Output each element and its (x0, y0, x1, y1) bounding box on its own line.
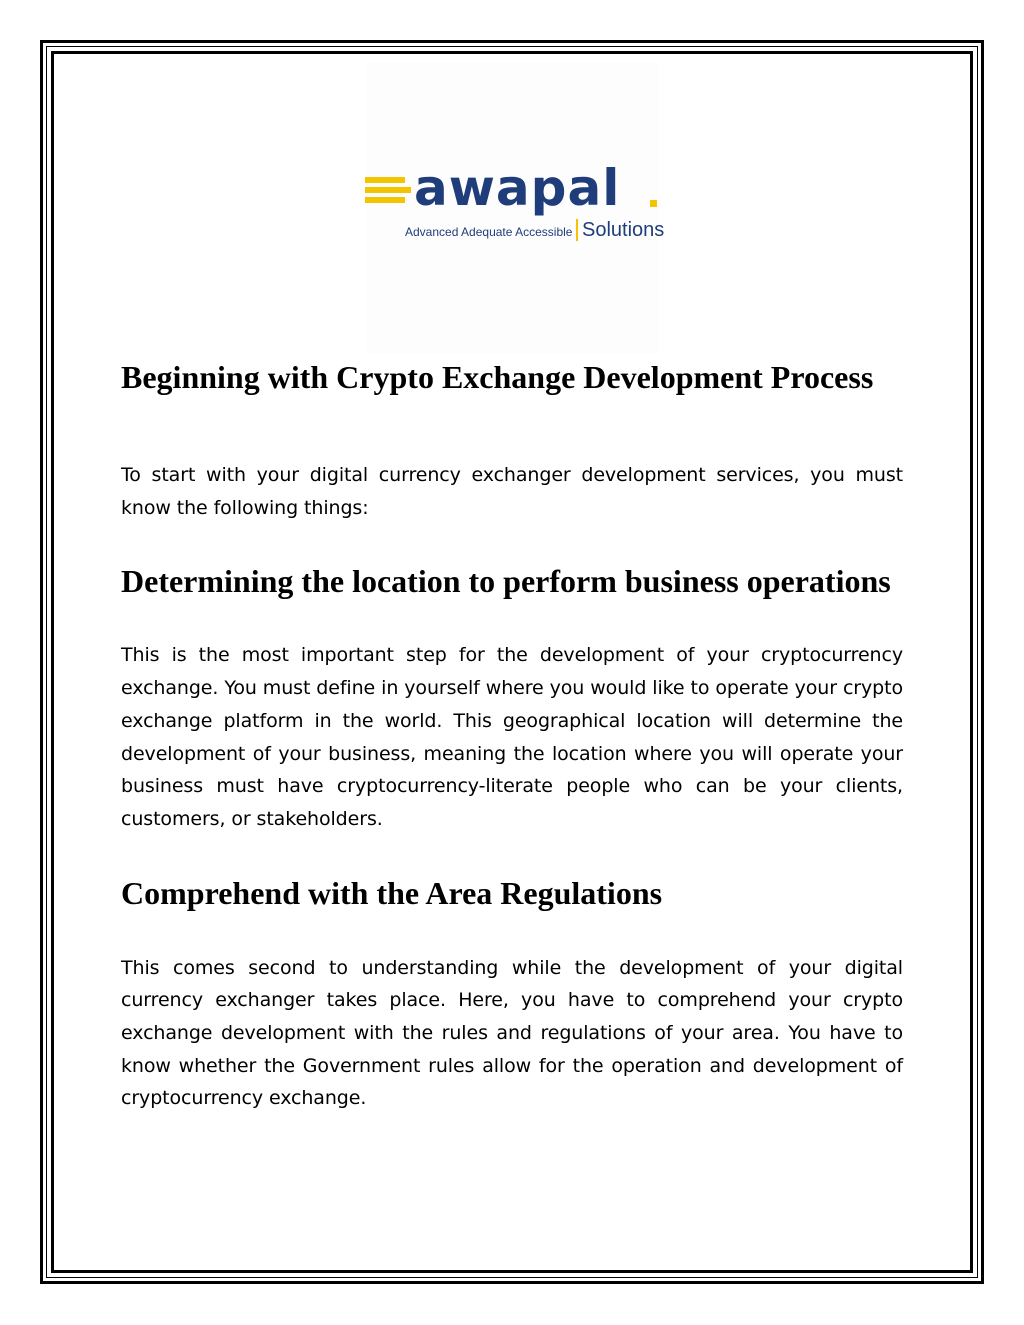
section-paragraph: To start with your digital currency exchanger development services, you must know the following things: (121, 464, 903, 519)
logo-tagline: Advanced Adequate Accessible (405, 225, 573, 239)
section-heading: Determining the location to perform business operations (121, 563, 891, 600)
logo-separator (576, 219, 578, 241)
logo-wordmark: awapal (414, 159, 621, 217)
section-paragraph: This is the most important step for the development of your cryptocurrency exchange. You must define in yourself where you would like to operate your crypto exchange platform in the world. This geographical location will determine the development of your business, meaning the location where you will operate your business must have cryptocurrency-literate people who can be your clients, customers, or stakeholders. (121, 644, 903, 830)
section-heading: Beginning with Crypto Exchange Development Process (121, 359, 874, 395)
section-paragraph: This comes second to understanding while the development of your digital currency exchanger takes place. Here, you have to comprehend your crypto exchange development with the rules and regulations of your area. You have to know whether the Government rules allow for the operation and development of cryptocurrency exchange. (121, 956, 903, 1110)
logo-dot-icon (650, 200, 657, 207)
document-body (121, 358, 903, 1115)
logo-solutions: Solutions (582, 219, 665, 241)
section-heading: Comprehend with the Area Regulations (121, 874, 663, 911)
logo-bars-icon (365, 177, 411, 211)
